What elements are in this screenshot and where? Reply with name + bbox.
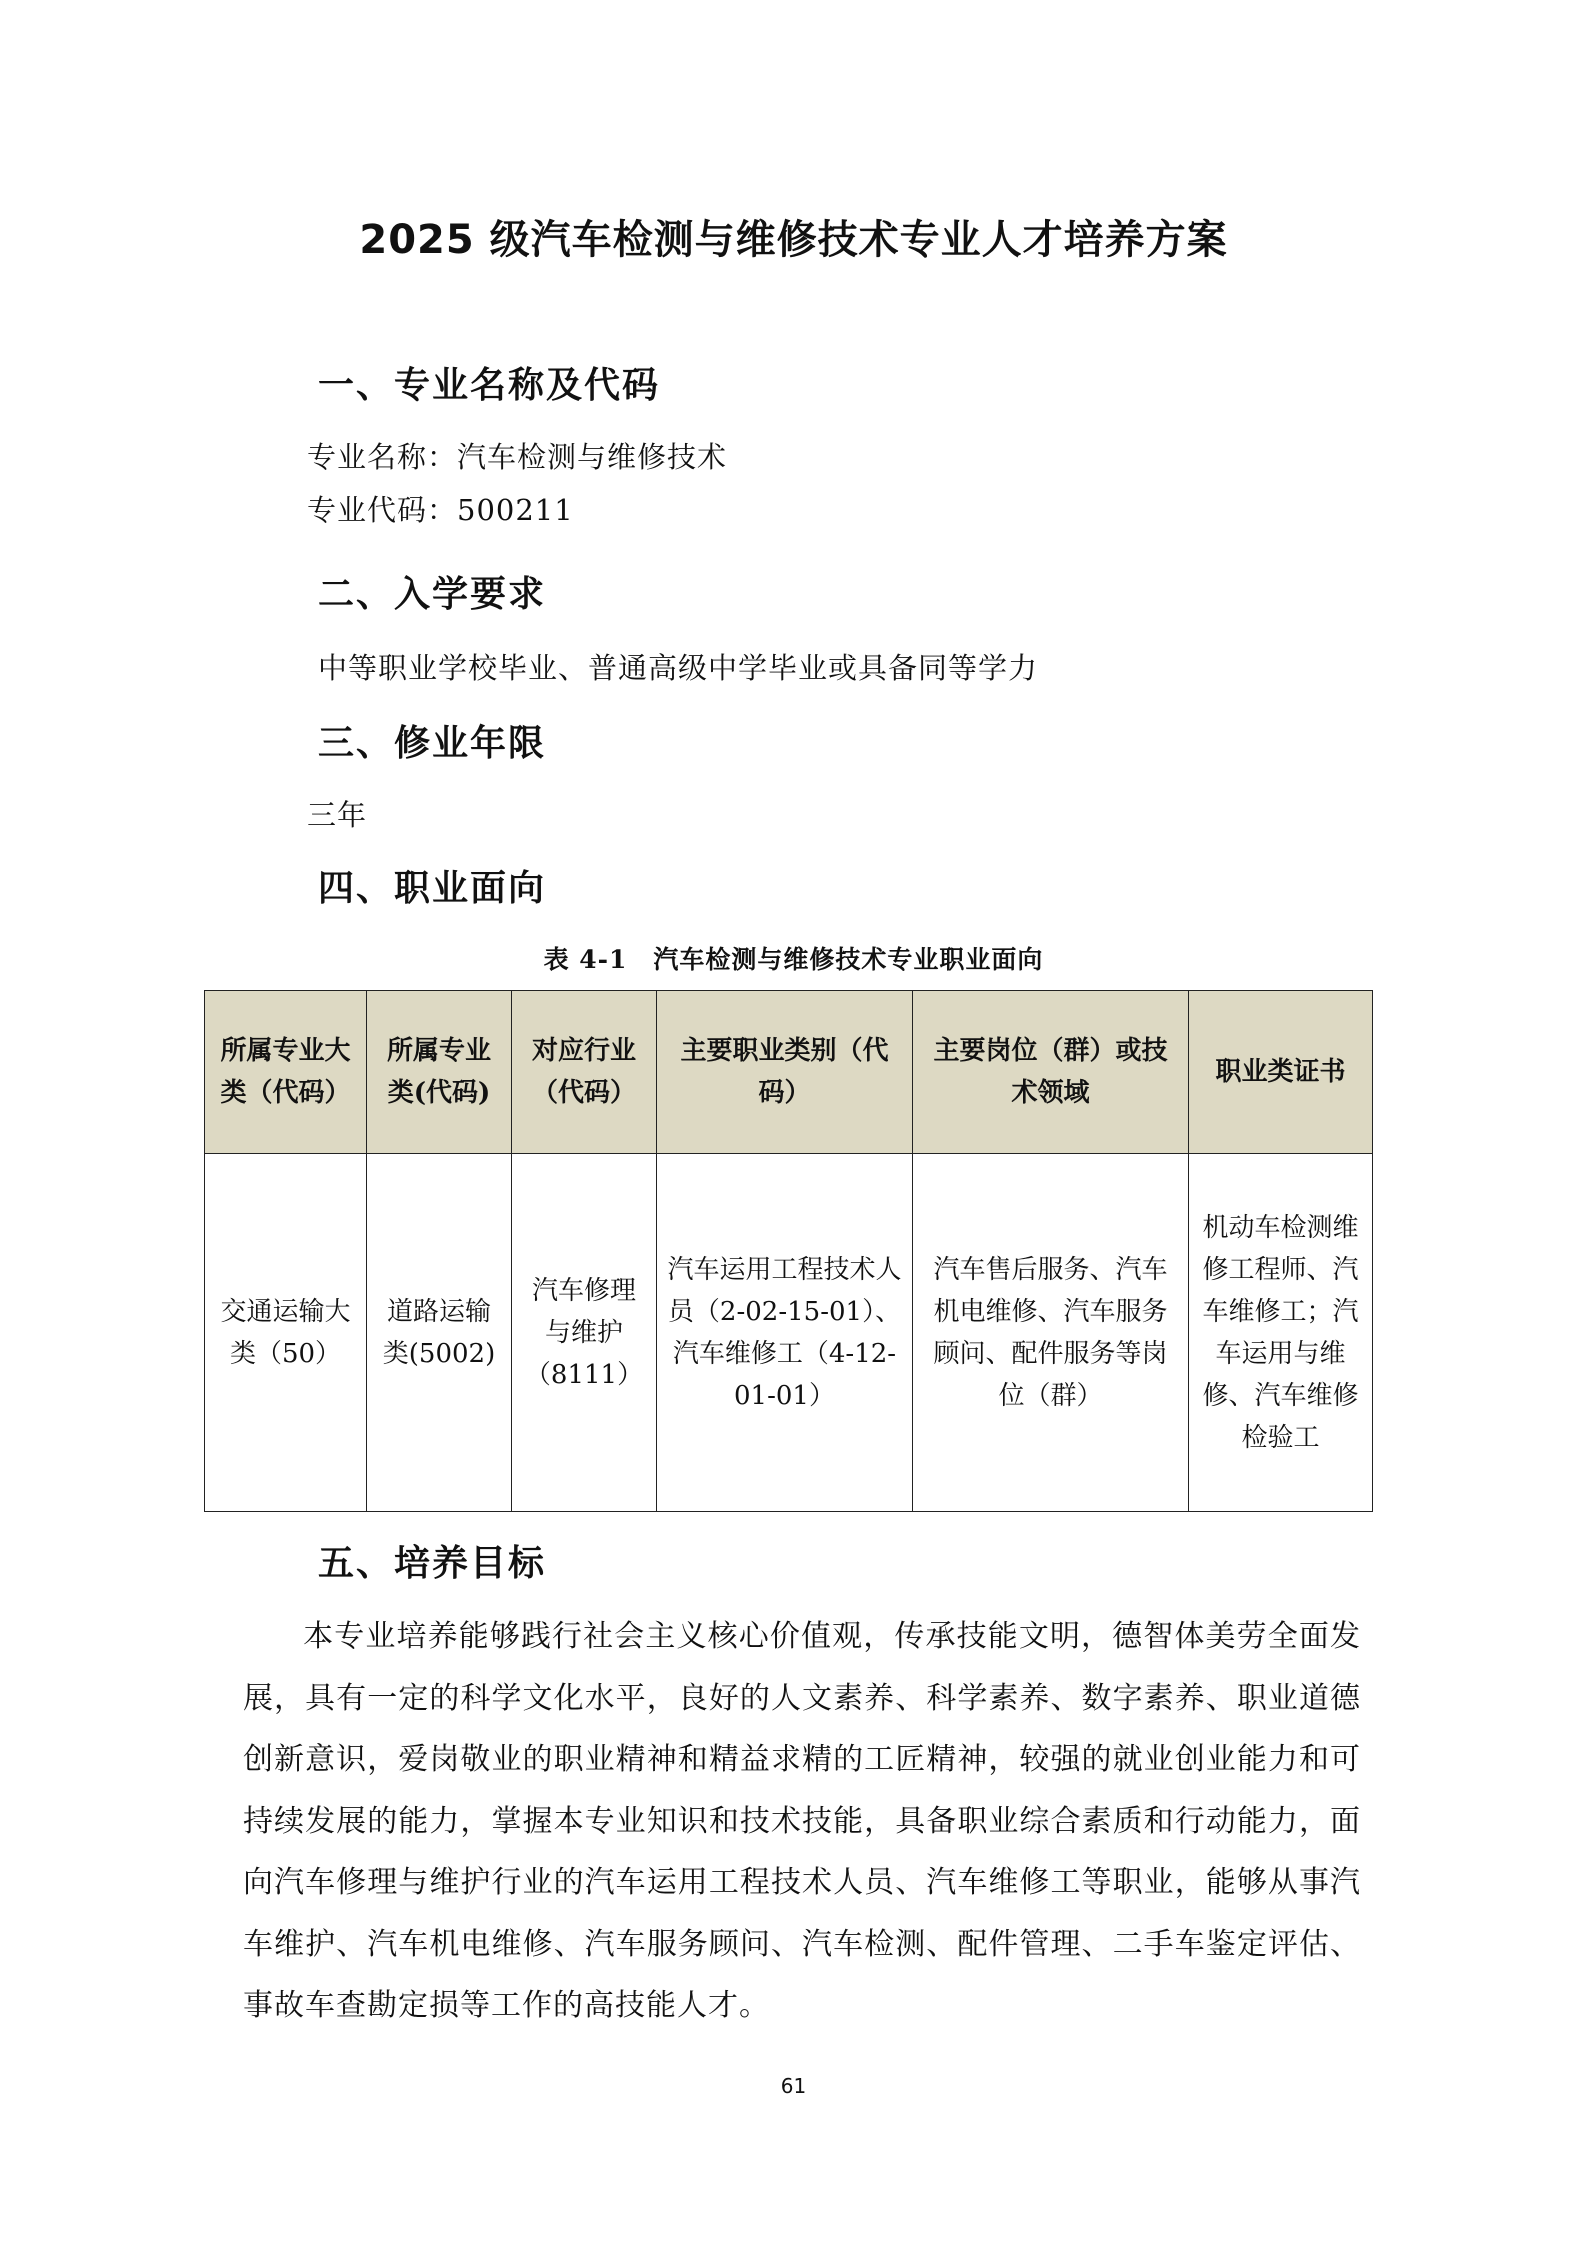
section-heading-objective: 五、培养目标: [318, 1543, 547, 1584]
occupation-table: [204, 990, 1373, 1512]
section-heading-admission: 二、入学要求: [318, 574, 547, 615]
major-name-line: 专业名称：汽车检测与维修技术: [307, 440, 728, 474]
page-number: 61: [780, 2074, 807, 2098]
table-header-cell: 主要职业类别（代码）: [657, 991, 913, 1154]
table-header-cell: 所属专业大类（代码）: [205, 991, 367, 1154]
section-heading-duration: 三、修业年限: [318, 723, 547, 764]
table-cell: 交通运输大类（50）: [205, 1154, 367, 1512]
table-cell: 汽车运用工程技术人员（2-02-15-01）、汽车维修工（4-12-01-01）: [657, 1154, 913, 1512]
table-cell: 机动车检测维修工程师、汽车维修工；汽车运用与维修、汽车维修检验工: [1189, 1154, 1373, 1512]
major-code-line: 专业代码：500211: [307, 493, 574, 527]
objective-paragraph-text: 本专业培养能够践行社会主义核心价值观，传承技能文明，德智体美劳全面发展，具有一定的科学文化水平，良好的人文素养、科学素养、数字素养、职业道德创新意识，爱岗敬业的职业精神和精益求精的工匠精神，较强的就业创业能力和可持续发展的能力，掌握本专业知识和技术技能，具备职业综合素质和行动能力，面向汽车修理与维护行业的汽车运用工程技术人员、汽车维修工等职业，能够从事汽车维护、汽车机电维修、汽车服务顾问、汽车检测、配件管理、二手车鉴定评估、事故车查勘定损等工作的高技能人才。: [243, 1619, 1361, 2023]
table-cell: 汽车修理与维护（8111）: [512, 1154, 657, 1512]
document-title: 2025 级汽车检测与维修技术专业人才培养方案: [359, 217, 1228, 263]
table-cell: 汽车售后服务、汽车机电维修、汽车服务顾问、配件服务等岗位（群）: [913, 1154, 1189, 1512]
table-header-cell: 所属专业类(代码): [367, 991, 512, 1154]
duration-text: 三年: [307, 798, 368, 832]
section-heading-occupation: 四、职业面向: [318, 868, 547, 909]
section-heading-major-name: 一、专业名称及代码: [318, 365, 661, 406]
table-caption: 表 4-1 汽车检测与维修技术专业职业面向: [543, 945, 1044, 974]
objective-paragraph: [243, 1606, 1361, 2037]
table-cell: 道路运输类(5002): [367, 1154, 512, 1512]
table-header-cell: 主要岗位（群）或技术领域: [913, 991, 1189, 1154]
table-header-cell: 对应行业（代码）: [512, 991, 657, 1154]
table-header-row: [205, 991, 1373, 1154]
admission-text: 中等职业学校毕业、普通高级中学毕业或具备同等学力: [318, 651, 1039, 685]
table-row: [205, 1154, 1373, 1512]
table-header-cell: 职业类证书: [1189, 991, 1373, 1154]
